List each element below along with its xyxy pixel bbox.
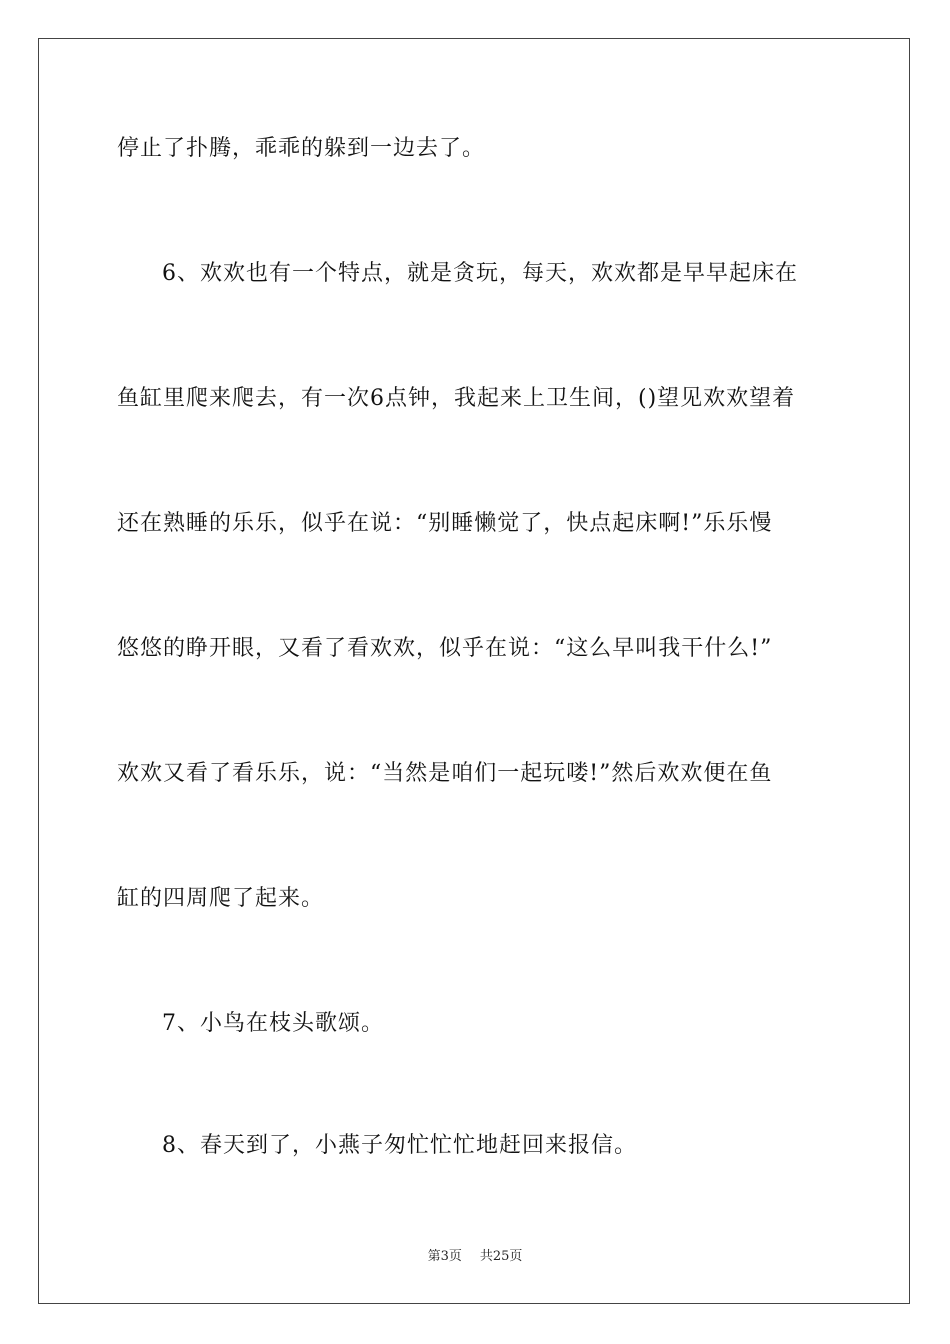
page-frame: [38, 38, 910, 1304]
text-line-7: 缸的四周爬了起来。: [117, 886, 325, 911]
page-footer: [0, 1248, 950, 1266]
text-line-3: 鱼缸里爬来爬去，有一次6点钟，我起来上卫生间，()望见欢欢望着: [117, 386, 796, 411]
text-line-5: 悠悠的睁开眼，又看了看欢欢，似乎在说：“这么早叫我干什么!”: [117, 636, 773, 661]
page-number: 第3页: [427, 1249, 462, 1264]
text-line-8: 7、小鸟在枝头歌颂。: [162, 1011, 384, 1036]
page-total: 共25页: [479, 1249, 523, 1264]
text-line-1: 停止了扑腾，乖乖的躲到一边去了。: [117, 136, 486, 161]
text-line-4: 还在熟睡的乐乐，似乎在说：“别睡懒觉了，快点起床啊!”乐乐慢: [117, 511, 773, 536]
text-line-6: 欢欢又看了看乐乐，说：“当然是咱们一起玩喽!”然后欢欢便在鱼: [117, 761, 773, 786]
text-line-2: 6、欢欢也有一个特点，就是贪玩，每天，欢欢都是早早起床在: [162, 261, 798, 286]
text-line-9: 8、春天到了，小燕子匆忙忙忙地赶回来报信。: [162, 1133, 637, 1158]
